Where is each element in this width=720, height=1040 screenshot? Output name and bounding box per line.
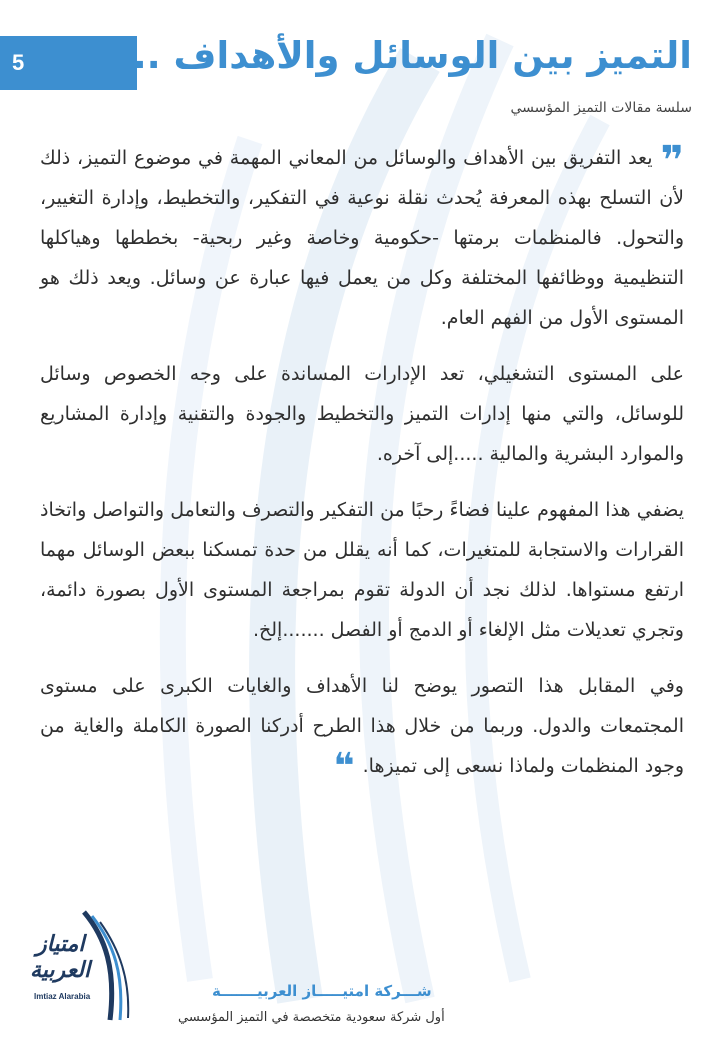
logo-wordmark-bottom: العربية [30, 958, 91, 983]
article-paragraph-1 [40, 138, 684, 338]
article-paragraph-3: يضفي هذا المفهوم علينا فضاءً رحبًا من التفكير والتصرف والتعامل والتواصل واتخاذ القرارات والاستجابة للمتغيرات، كما أنه يقلل من حدة تمسكنا ببعض الوسائل مهما ارتفع مستواها. لذلك نجد أن الدولة تقوم بمراجعة المستوى الأول بصورة دائمة، وتجري تعديلات مثل الإلغاء أو الدمج أو الفصل .......إلخ. [40, 499, 684, 641]
opening-quote-icon: ❞ [660, 138, 684, 184]
company-name: شـــركة امتيـــــاز العربيـــــــة [212, 982, 432, 1000]
paragraph-4-text: وفي المقابل هذا التصور يوضح لنا الأهداف والغايات الكبرى على مستوى المجتمعات والدول. وربما من خلال هذا الطرح أدركنا الصورة الكاملة والغاية من وجود المنظمات ولماذا نسعى إلى تميزها. [40, 675, 684, 777]
article-paragraph-2: على المستوى التشغيلي، تعد الإدارات المساندة على وجه الخصوص وسائل للوسائل، والتي منها إدارات التميز والتخطيط والجودة والتقنية وإدارة المشاريع والموارد البشرية والمالية .....إلى آخره. [40, 363, 684, 465]
article-body [40, 138, 684, 802]
series-subtitle: سلسة مقالات التميز المؤسسي [510, 100, 692, 116]
company-tagline: أول شركة سعودية متخصصة في التميز المؤسسي [178, 1010, 445, 1025]
company-logo [14, 908, 134, 1028]
logo-english-name: Imtiaz Alarabia [34, 992, 91, 1001]
closing-quote-icon: ❝ [333, 746, 355, 787]
article-paragraph-4 [40, 666, 684, 786]
page-number-badge [0, 36, 137, 90]
paragraph-1-text: يعد التفريق بين الأهداف والوسائل من المعاني المهمة في موضوع التميز، ذلك لأن التسلح بهذه المعرفة يُحدث نقلة نوعية في التفكير، والتخطيط، وإدارة التغيير، والتحول. فالمنظمات برمتها -حكومية وخاصة وغير ربحية- بخططها وهياكلها التنظيمية ووظائفها المختلفة وكل من يعمل فيها عبارة عن وسائل. ويعد ذلك هو المستوى الأول من الفهم العام. [40, 147, 684, 329]
logo-wordmark-top: امتياز [36, 932, 85, 957]
page-number: 5 [12, 50, 25, 75]
page-title: التميز بين الوسائل والأهداف .. [132, 34, 692, 77]
